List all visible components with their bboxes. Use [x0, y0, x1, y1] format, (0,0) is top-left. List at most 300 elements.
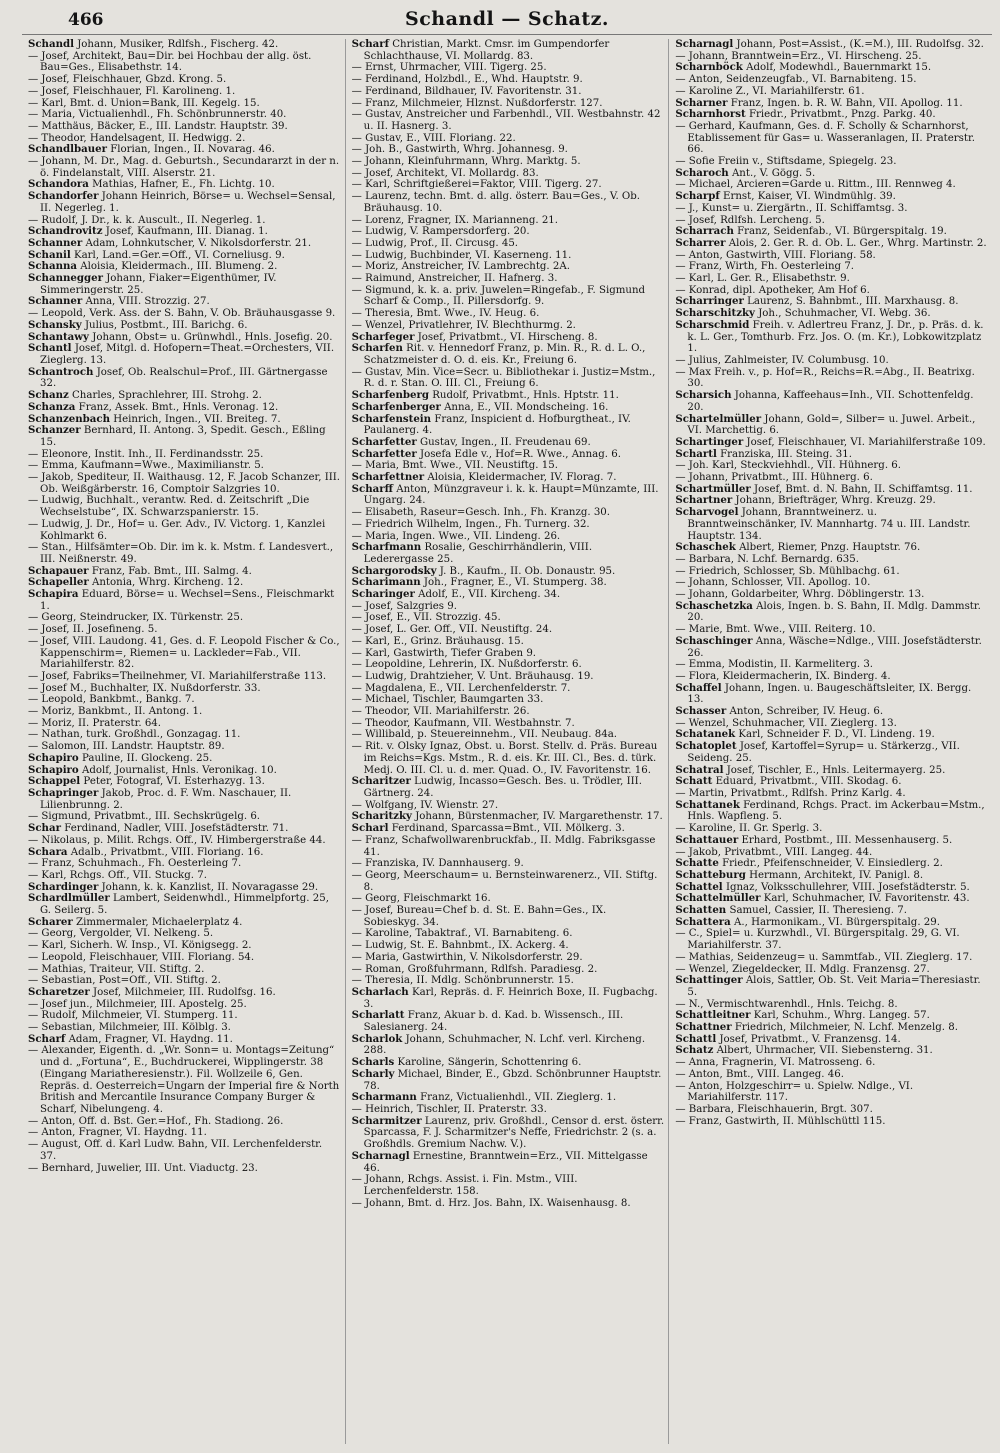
directory-entry: [28, 1127, 341, 1139]
entry-details: — Anton, Fragner, VI. Haydng. 11.: [28, 1127, 207, 1139]
entry-surname: Scharlatt: [351, 1009, 405, 1022]
entry-surname: Scharfetter: [351, 447, 417, 460]
entry-details: — Joh. Karl, Steckviehhdl., VII. Hühnerg. 6.: [675, 460, 902, 472]
directory-entry: [28, 835, 341, 847]
entry-details: Johann, k. k. Kanzlist, II. Novaragasse 29.: [101, 881, 319, 893]
directory-entry: [352, 928, 665, 940]
entry-surname: Schara: [28, 845, 68, 858]
directory-entry: [675, 671, 988, 683]
directory-entry: [675, 460, 988, 472]
page-title: Schandl — Schatz.: [404, 8, 610, 30]
entry-surname: Scharff: [351, 482, 393, 495]
entry-details: — Elisabeth, Raseur=Gesch. Inh., Fh. Kranzg. 30.: [351, 507, 611, 519]
entry-details: — Theresia, Bmt. Wwe., IV. Heug. 6.: [351, 308, 540, 320]
entry-details: Franz, Fab. Bmt., III. Salmg. 4.: [91, 565, 252, 577]
entry-details: Joh., Fragner, E., VI. Stumperg. 38.: [423, 577, 607, 589]
directory-entry: [352, 62, 665, 74]
entry-details: — Konrad, dipl. Apotheker, Am Hof 6.: [675, 284, 870, 296]
entry-details: — Barbara, Fleischhauerin, Brgt. 307.: [675, 1103, 873, 1115]
entry-surname: Scharfenberger: [351, 400, 441, 413]
entry-details: Josef, Privatbmt., VI. Hirscheng. 8.: [417, 331, 598, 343]
directory-entry: [675, 109, 988, 121]
entry-surname: Schargorodsky: [351, 564, 437, 577]
entry-details: — Wenzel, Ziegeldecker, II. Mdlg. Franzensg. 27.: [675, 963, 930, 975]
directory-entry: [28, 999, 341, 1011]
entry-details: — Leopold, Bankbmt., Bankg. 7.: [28, 694, 195, 706]
directory-entry: [675, 320, 988, 355]
directory-entry: [352, 179, 665, 191]
directory-entry: [28, 519, 341, 542]
directory-entry: [675, 507, 988, 542]
entry-details: Johann, Ingen. u. Baugeschäftsleiter, IX. Bergg. 13.: [687, 682, 972, 706]
entry-details: Josef, Tischler, E., Hnls. Leitermayerg. 25.: [726, 764, 946, 776]
entry-details: Ernst, Kaiser, VI. Windmühlg. 39.: [723, 191, 896, 203]
directory-entry: [352, 1092, 665, 1104]
entry-details: — Josef, Rdlfsh. Lercheng. 5.: [675, 214, 825, 226]
directory-entry: [28, 495, 341, 518]
entry-details: — Karl, Sicherh. W. Insp., VI. Königsegg. 2.: [28, 940, 252, 952]
entry-surname: Schapeller: [28, 576, 89, 589]
entry-details: Ludwig, Incasso=Gesch. Bes. u. Trödler, III. Gärtnerg. 24.: [363, 776, 642, 799]
directory-entry: [675, 179, 988, 191]
entry-surname: Scharrer: [675, 236, 726, 249]
entry-details: Gustav, Ingen., II. Freudenau 69.: [419, 436, 591, 448]
entry-details: Bernhard, II. Antong. 3, Spedit. Gesch., Eßling 15.: [40, 425, 326, 448]
entry-details: — Johann, Goldarbeiter, Whrg. Döblingerstr. 13.: [675, 589, 925, 601]
directory-entry: [352, 168, 665, 180]
entry-details: — Theodor, Handelsagent, II. Hedwigg. 2.: [28, 132, 246, 144]
entry-details: Charles, Sprachlehrer, III. Strohg. 2.: [72, 390, 262, 402]
entry-details: Franz, Seidenfab., VI. Bürgerspitalg. 19.: [737, 226, 947, 238]
directory-entry: [28, 425, 341, 448]
directory-entry: [28, 671, 341, 683]
directory-entry: [28, 788, 341, 811]
directory-entry: [28, 940, 341, 952]
entry-surname: Scharschitzky: [675, 307, 755, 320]
entry-details: — Michael, Tischler, Baumgarten 33.: [351, 694, 544, 706]
entry-details: — Ferdinand, Holzbdl., E., Whd. Hauptstr. 9.: [351, 74, 583, 86]
entry-surname: Schanil: [28, 248, 71, 261]
directory-entry: [28, 1034, 341, 1046]
entry-surname: Schaffel: [675, 681, 722, 694]
entry-details: Friedr., Privatbmt., Pnzg. Parkg. 40.: [748, 109, 936, 121]
entry-details: — Karl, L. Ger. R., Elisabethstr. 9.: [675, 273, 850, 285]
entry-details: — Raimund, Anstreicher, II. Hafnerg. 3.: [351, 273, 558, 285]
entry-details: — Georg, Fleischmarkt 16.: [351, 893, 491, 905]
directory-entry: [352, 484, 665, 507]
entry-details: — Wenzel, Privatlehrer, IV. Blechthurmg. 2.: [351, 319, 576, 331]
entry-surname: Schandora: [28, 178, 89, 191]
entry-surname: Scharoch: [675, 166, 729, 179]
entry-details: Anton, Schreiber, IV. Heug. 6.: [729, 706, 884, 718]
entry-details: — Jakob, Privatbmt., VIII. Langeg. 44.: [675, 846, 873, 858]
entry-details: — Maria, Ingen. Wwe., VII. Lindeng. 26.: [351, 530, 561, 542]
entry-details: Mathias, Hafner, E., Fh. Lichtg. 10.: [92, 179, 275, 191]
directory-entry: [675, 437, 988, 449]
entry-surname: Scharfettner: [351, 471, 425, 484]
entry-details: — Laurenz, techn. Bmt. d. allg. österr. Bau=Ges., V. Ob. Bräuhausg. 10.: [351, 191, 641, 214]
entry-details: Joh., Schuhmacher, VI. Webg. 36.: [758, 308, 931, 320]
directory-entry: [28, 928, 341, 940]
entry-details: Rosalie, Geschirrhändlerin, VIII. Lederergasse 25.: [363, 542, 593, 565]
entry-details: — Maria, Gastwirthin, V. Nikolsdorferstr. 29.: [351, 951, 583, 963]
entry-surname: Schappel: [28, 775, 81, 788]
entry-details: — Josef, Fleischhauer, Gbzd. Krong. 5.: [28, 74, 227, 86]
directory-entry: [28, 683, 341, 695]
entry-details: Adolf, E., VII. Kircheng. 34.: [418, 589, 561, 601]
entry-surname: Schanzenbach: [28, 412, 110, 425]
directory-entry: [28, 718, 341, 730]
entry-details: — Moriz, Bankbmt., II. Antong. 1.: [28, 706, 203, 718]
directory-entry: [352, 987, 665, 1010]
entry-details: — Theodor, Kaufmann, VII. Westbahnstr. 7.: [351, 717, 575, 729]
directory-entry: [675, 250, 988, 262]
entry-details: Josef, Kartoffel=Syrup= u. Stärkerzg., VII. Seideng. 25.: [687, 741, 960, 764]
page-number: 466: [68, 10, 104, 30]
directory-entry: [675, 1022, 988, 1034]
entry-surname: Schapira: [28, 588, 79, 601]
entry-details: Franz, Inspicient d. Hofburgtheat., IV. Paulanerg. 4.: [363, 413, 631, 437]
entry-details: — Ludwig, Drahtzieher, V. Unt. Bräuhausg. 19.: [351, 670, 594, 682]
entry-details: — Johann, Rchgs. Assist. i. Fin. Mstm., VIII. Lerchenfelderstr. 158.: [351, 1174, 578, 1197]
entry-details: Ferdinand, Sparcassa=Bmt., VII. Mölkerg. 3.: [391, 823, 625, 835]
entry-details: — Barbara, N. Lchf. Bernardg. 635.: [675, 553, 859, 565]
entry-details: — Karl, Rchgs. Off., VII. Stuckg. 7.: [28, 869, 207, 881]
entry-surname: Schanzer: [28, 424, 81, 437]
entry-details: — Ferdinand, Bildhauer, IV. Favoritenstr. 31.: [351, 85, 582, 97]
entry-details: — Mathias, Traiteur, VII. Stiftg. 2.: [28, 963, 205, 975]
directory-entry: [675, 74, 988, 86]
entry-details: Johann, Bürstenmacher, IV. Margarethenstr. 17.: [415, 811, 663, 823]
entry-details: Johann, Branntweinerz. u. Branntweinschänker, IV. Mannhartg. 74 u. III. Landstr. Hauptstr. 134.: [687, 507, 971, 542]
entry-surname: Schatt: [675, 775, 713, 788]
directory-entry: [352, 308, 665, 320]
entry-surname: Schattel: [675, 880, 723, 893]
entry-details: — Gustav, E., VIII. Floriang. 22.: [351, 132, 516, 144]
directory-entry: [352, 133, 665, 145]
directory-entry: [675, 800, 988, 823]
directory-entry: [352, 1198, 665, 1210]
entry-details: — Josef, II. Josefineng. 5.: [28, 624, 158, 636]
entry-surname: Schattinger: [675, 974, 743, 987]
entry-details: — Nikolaus, p. Milit. Rchgs. Off., IV. Himbergerstraße 44.: [28, 834, 326, 846]
entry-details: — Karoline, Tabaktraf., VI. Barnabiteng. 6.: [351, 928, 573, 940]
entry-details: — Alexander, Eigenth. d. „Wr. Sonn= u. Montags=Zeitung“ und d. „Fortuna“, E., Buchdruckerei, Wipplingerstr. 38 (Eingang Mariatheresienstr.). Fil. Wollzeile 6, Gen. Repräs. d. Oesterreich=Ungarn der Imperial fire & North British and Mercantile Insurance Company Burger & Scharf, Nibelungeng. 4.: [28, 1045, 340, 1115]
directory-entry: [352, 98, 665, 110]
entry-details: Ferdinand, Nadler, VIII. Josefstädterstr. 71.: [64, 823, 289, 835]
entry-surname: Scharfeger: [351, 330, 415, 343]
entry-surname: Schantl: [28, 342, 72, 355]
directory-entry: [352, 449, 665, 461]
directory-entry: [352, 109, 665, 132]
directory-entry: [675, 355, 988, 367]
entry-surname: Scharsich: [675, 389, 732, 402]
entry-surname: Schatanek: [675, 728, 736, 741]
directory-entry: [352, 1034, 665, 1057]
entry-details: — Matthäus, Bäcker, E., III. Landstr. Hauptstr. 39.: [28, 120, 288, 132]
entry-details: Samuel, Cassier, II. Theresieng. 7.: [729, 905, 907, 917]
entry-surname: Schapringer: [28, 787, 99, 799]
entry-details: — Josef, VIII. Laudong. 41, Ges. d. F. Leopold Fischer & Co., Kappenschirm=, Riemen= u. Lackleder=Fab., VII. Mariahilferstr. 82.: [28, 635, 340, 671]
entry-details: Anna, E., VII. Mondscheing. 16.: [444, 401, 609, 413]
entry-details: — Wolfgang, IV. Wienstr. 27.: [351, 799, 499, 811]
entry-details: Josef, Ob. Realschul=Prof., III. Gärtnergasse 32.: [40, 366, 328, 390]
entry-details: Eduard, Börse= u. Wechsel=Sens., Fleischmarkt 1.: [40, 589, 335, 612]
directory-entry: [352, 250, 665, 262]
entry-details: — Sebastian, Milchmeier, III. Kölblg. 3.: [28, 1022, 231, 1034]
directory-entry: [352, 1174, 665, 1197]
directory-entry: [352, 648, 665, 660]
entry-details: — Friedrich, Schlosser, Sb. Mühlbachg. 61.: [675, 565, 900, 577]
directory-entry: [352, 729, 665, 741]
entry-surname: Schanner: [28, 295, 83, 308]
entry-surname: Scharimann: [351, 576, 421, 589]
directory-entry: [675, 367, 988, 390]
directory-entry: [28, 51, 341, 74]
directory-entry: [675, 1057, 988, 1069]
entry-details: — Johann, Privatbmt., III. Hühnerg. 6.: [675, 472, 873, 484]
directory-entry: [352, 519, 665, 531]
directory-entry: [675, 917, 988, 929]
entry-surname: Schatte: [675, 857, 719, 870]
entry-details: Florian, Ingen., II. Novarag. 46.: [110, 144, 275, 156]
entry-surname: Schatoplet: [675, 740, 737, 753]
directory-entry: [28, 823, 341, 835]
directory-entry: [28, 624, 341, 636]
entry-surname: Scharpf: [675, 190, 720, 203]
directory-entry: [352, 718, 665, 730]
entry-details: Antonia, Whrg. Kircheng. 12.: [92, 577, 244, 589]
entry-details: — Karl, Bmt. d. Union=Bank, III. Kegelg. 15.: [28, 97, 260, 109]
entry-details: Franz, Victualienhdl., VII. Zieglerg. 1.: [420, 1092, 617, 1104]
entry-surname: Schanner: [28, 236, 83, 249]
entry-details: Josefa Edle v., Hof=R. Wwe., Annag. 6.: [419, 448, 621, 460]
directory-entry: [352, 472, 665, 484]
entry-details: — Leopold, Verk. Ass. der S. Bahn, V. Ob. Bräuhausgasse 9.: [28, 308, 336, 320]
directory-entry: [675, 601, 988, 624]
entry-surname: Schattanek: [675, 798, 740, 811]
entry-details: — Karoline Z., VI. Mariahilferstr. 61.: [675, 85, 865, 97]
directory-entry: [352, 612, 665, 624]
entry-details: — Michael, Arcieren=Garde u. Rittm., III. Rennweg 4.: [675, 179, 956, 191]
entry-surname: Schantawy: [28, 330, 89, 343]
directory-entry: [675, 776, 988, 788]
entry-details: Ignaz, Volksschullehrer, VIII. Josefstädterstr. 5.: [725, 881, 970, 893]
directory-entry: [352, 74, 665, 86]
directory-entry: [675, 636, 988, 659]
entry-details: — Franz, Schuhmach., Fh. Oesterleing 7.: [28, 858, 242, 870]
entry-details: Zimmermaler, Michaelerplatz 4.: [76, 916, 243, 928]
entry-details: Alois, Sattler, Ob. St. Veit Maria=Theresiastr. 5.: [687, 975, 981, 998]
directory-entry: [28, 1022, 341, 1034]
entry-details: Karl, Land.=Ger.=Off., VI. Corneliusg. 9.: [73, 249, 285, 261]
directory-entry: [28, 893, 341, 916]
directory-entry: [352, 1116, 665, 1151]
directory-entry: [28, 694, 341, 706]
entry-details: Josef, Kaufmann, III. Dianag. 1.: [105, 226, 268, 238]
entry-surname: Schattelmüller: [675, 892, 761, 905]
entry-details: — Joh. B., Gastwirth, Whrg. Johannesg. 9.: [351, 144, 568, 156]
directory-entry: [675, 261, 988, 273]
entry-details: J. B., Kaufm., II. Ob. Donaustr. 95.: [439, 565, 616, 577]
entry-details: Johann, Musiker, Rdlfsh., Fischerg. 42.: [77, 39, 279, 50]
entry-details: — Ludwig, Buchbinder, VI. Kaserneng. 11.: [351, 249, 572, 261]
entry-details: Johann, Fiaker=Eigenthümer, IV. Simmeringerstr. 25.: [40, 273, 277, 296]
entry-surname: Schapiro: [28, 751, 79, 764]
entry-surname: Schatz: [675, 1044, 714, 1057]
directory-entry: [28, 1010, 341, 1022]
directory-entry: [352, 215, 665, 227]
entry-details: — Rudolf, J. Dr., k. k. Auscult., II. Negerleg. 1.: [28, 214, 266, 226]
directory-entry: [675, 62, 988, 74]
directory-entry: [28, 1116, 341, 1128]
entry-details: Christian, Markt. Cmsr. im Gumpendorfer Schlachthause, VI. Mollardg. 83.: [363, 39, 610, 62]
entry-details: Alois, 2. Ger. R. d. Ob. L. Ger., Whrg. Martinstr. 2.: [728, 237, 987, 249]
directory-entry: [352, 835, 665, 858]
directory-entry: [352, 858, 665, 870]
entry-surname: Schattner: [675, 1021, 732, 1034]
entry-surname: Scharfenberg: [351, 389, 429, 402]
entry-surname: Schansky: [28, 318, 82, 331]
entry-details: — Willibald, p. Steuereinnehm., VII. Neubaug. 84a.: [351, 729, 618, 741]
entry-surname: Schaschinger: [675, 634, 753, 647]
entry-details: — Sofie Freiin v., Stiftsdame, Spiegelg. 23.: [675, 156, 897, 168]
directory-entry: [352, 694, 665, 706]
directory-entry: [352, 811, 665, 823]
entry-details: — Nathan, turk. Großhdl., Gonzagag. 11.: [28, 729, 241, 741]
entry-details: Karl, Schuhmacher, IV. Favoritenstr. 43.: [763, 893, 970, 905]
entry-surname: Schanna: [28, 260, 77, 273]
directory-entry: [28, 1045, 341, 1115]
entry-details: Heinrich, Ingen., VII. Breiteg. 7.: [113, 413, 281, 425]
directory-entry: [28, 858, 341, 870]
directory-entry: [352, 706, 665, 718]
entry-details: — Josef, Salzgries 9.: [351, 600, 457, 612]
entry-details: — Moriz, Anstreicher, IV. Lambrechtg. 2A.: [351, 261, 570, 273]
entry-details: — Anton, Seidenzeugfab., VI. Barnabiteng. 15.: [675, 74, 917, 86]
entry-details: Anna, VIII. Strozzig. 27.: [85, 296, 210, 308]
entry-details: — Lorenz, Fragner, IX. Marianneng. 21.: [351, 214, 559, 226]
entry-details: — Rit. v. Olsky Ignaz, Obst. u. Borst. Stellv. d. Präs. Bureau im Reichs=Kgs. Mstm., R. d. eis. Kr. III. Cl., Bes. d. türk. Medj. O. III. Cl. u. d. mer. Quad. O., IV. Favoritenstr. 16.: [351, 741, 658, 776]
entry-details: — Anton, Holzgeschirr= u. Spielw. Ndlge., VI. Mariahilferstr. 117.: [675, 1080, 914, 1104]
entry-surname: Scharitzky: [351, 810, 412, 823]
directory-entry: [28, 542, 341, 565]
directory-entry: [352, 273, 665, 285]
directory-entry: [352, 238, 665, 250]
entry-surname: Schannegger: [28, 272, 103, 285]
directory-entry: [28, 121, 341, 133]
entry-details: Josef, Bmt. d. N. Bahn, II. Schiffamtsg. 11.: [754, 483, 973, 495]
entry-details: — Martin, Privatbmt., Rdlfsh. Prinz Karlg. 4.: [675, 788, 906, 799]
directory-entry: [352, 601, 665, 613]
entry-details: — Franz, Schafwollwarenbruckfab., II. Mdlg. Fabriksgasse 41.: [351, 834, 656, 858]
entry-surname: Scharlok: [351, 1032, 403, 1045]
directory-entry: [352, 870, 665, 893]
directory-entry: [675, 1034, 988, 1046]
directory-entry: [28, 191, 341, 214]
entry-details: — Stan., Hilfsämter=Ob. Dir. im k. k. Mstm. f. Landesvert., III. Neißnerstr. 49.: [28, 542, 334, 565]
entry-details: — Leopoldine, Lehrerin, IX. Nußdorferstr. 6.: [351, 659, 582, 671]
entry-details: Aloisia, Kleidermach., III. Blumeng. 2.: [80, 261, 278, 273]
entry-details: — Anton, Gastwirth, VIII. Floriang. 58.: [675, 249, 876, 261]
entry-details: Hermann, Architekt, IV. Panigl. 8.: [749, 869, 924, 881]
entry-surname: Schatteburg: [675, 868, 746, 881]
directory-entry: [675, 1069, 988, 1081]
directory-entry: [28, 109, 341, 121]
page-header: [22, 6, 992, 35]
entry-details: Adam, Fragner, VI. Haydng. 11.: [68, 1033, 233, 1045]
directory-entry: [675, 928, 988, 951]
directory-entry: [28, 1139, 341, 1162]
directory-entry: [352, 964, 665, 976]
directory-entry: [675, 1104, 988, 1116]
entry-details: — Emma, Modistin, II. Karmeliterg. 3.: [675, 659, 874, 671]
entry-details: Karoline, Sängerin, Schottenring 6.: [397, 1057, 582, 1069]
directory-entry: [352, 191, 665, 214]
directory-entry: [28, 74, 341, 86]
entry-surname: Scharfenstein: [351, 412, 432, 425]
entry-details: — Josef, Architekt, Bau=Dir. bei Hochbau der allg. öst. Bau=Ges., Elisabethstr. 14.: [28, 50, 312, 74]
entry-details: Pauline, II. Glockeng. 25.: [81, 752, 213, 764]
entry-details: — Josef, Fleischhauer, Fl. Karolineng. 1.: [28, 85, 236, 97]
entry-details: Adolf, Journalist, Hnls. Veronikag. 10.: [81, 764, 277, 776]
entry-details: Friedrich, Milchmeier, N. Lchf. Menzelg. 8.: [734, 1022, 958, 1034]
entry-details: Albert, Riemer, Pnzg. Hauptstr. 76.: [739, 542, 921, 554]
entry-details: Freih. v. Adlertreu Franz, J. Dr., p. Präs. d. k. k. L. Ger., Tomthurb. Frz. Jos. O. (m. Kr.), Lobkowitzplatz 1.: [687, 319, 984, 355]
directory-entry: [352, 624, 665, 636]
entry-details: — Johann, Kleinfuhrmann, Whrg. Marktg. 5.: [351, 156, 581, 168]
entry-details: — Theresia, II. Mdlg. Schönbrunnerstr. 15.: [351, 975, 574, 987]
directory-entry: [28, 144, 341, 156]
entry-surname: Scharf: [351, 39, 389, 50]
entry-details: Johann, Briefträger, Whrg. Kreuzg. 29.: [735, 495, 936, 507]
entry-details: — Josef, Bureau=Chef b. d. St. E. Bahn=Ges., IX. Sobieskyg. 34.: [351, 905, 607, 928]
entry-details: Johann, Post=Assist., (K.=M.), III. Rudolfsg. 32.: [736, 39, 984, 50]
directory-entry: [28, 156, 341, 179]
entry-details: — Franz, Gastwirth, II. Mühlschüttl 115.: [675, 1115, 886, 1127]
entry-details: — Gustav, Min. Vice=Secr. u. Bibliothekar i. Justiz=Mstm., R. d. r. Stan. O. III. Cl., Freiung 6.: [351, 366, 656, 390]
directory-entry: [28, 332, 341, 344]
directory-entry: [28, 917, 341, 929]
directory-entry: [352, 285, 665, 308]
entry-details: — Franz, Wirth, Fh. Oesterleing 7.: [675, 261, 855, 273]
entry-details: Rudolf, Privatbmt., Hnls. Hptstr. 11.: [432, 390, 619, 402]
entry-details: A., Harmonikam., VI. Bürgerspitalg. 29.: [734, 916, 940, 928]
directory-entry: [28, 273, 341, 296]
entry-details: — Wenzel, Schuhmacher, VII. Zieglerg. 13.: [675, 717, 897, 729]
directory-entry: [352, 156, 665, 168]
directory-entry: [28, 367, 341, 390]
directory-entry: [352, 542, 665, 565]
directory-entry: [352, 414, 665, 437]
directory-entry: [675, 577, 988, 589]
entry-details: Franz, Ingen. b. R. W. Bahn, VII. Apollog. 11.: [730, 97, 963, 109]
directory-entry: [675, 847, 988, 859]
entry-surname: Scharschmid: [675, 318, 750, 331]
directory-entry: [28, 472, 341, 495]
directory-entry: [352, 741, 665, 776]
entry-details: Albert, Uhrmacher, VII. Siebensterng. 31.: [716, 1045, 933, 1057]
directory-entry: [675, 683, 988, 706]
directory-entry: [675, 952, 988, 964]
entry-details: — Josef, E., VII. Strozzig. 45.: [351, 612, 501, 624]
entry-details: Franz, Assek. Bmt., Hnls. Veronag. 12.: [78, 401, 279, 413]
directory-entry: [28, 449, 341, 461]
entry-surname: Schanz: [28, 389, 69, 402]
directory-entry: [352, 823, 665, 835]
directory-entry: [28, 296, 341, 308]
entry-details: Adam, Lohnkutscher, V. Nikolsdorferstr. 21.: [85, 237, 312, 249]
